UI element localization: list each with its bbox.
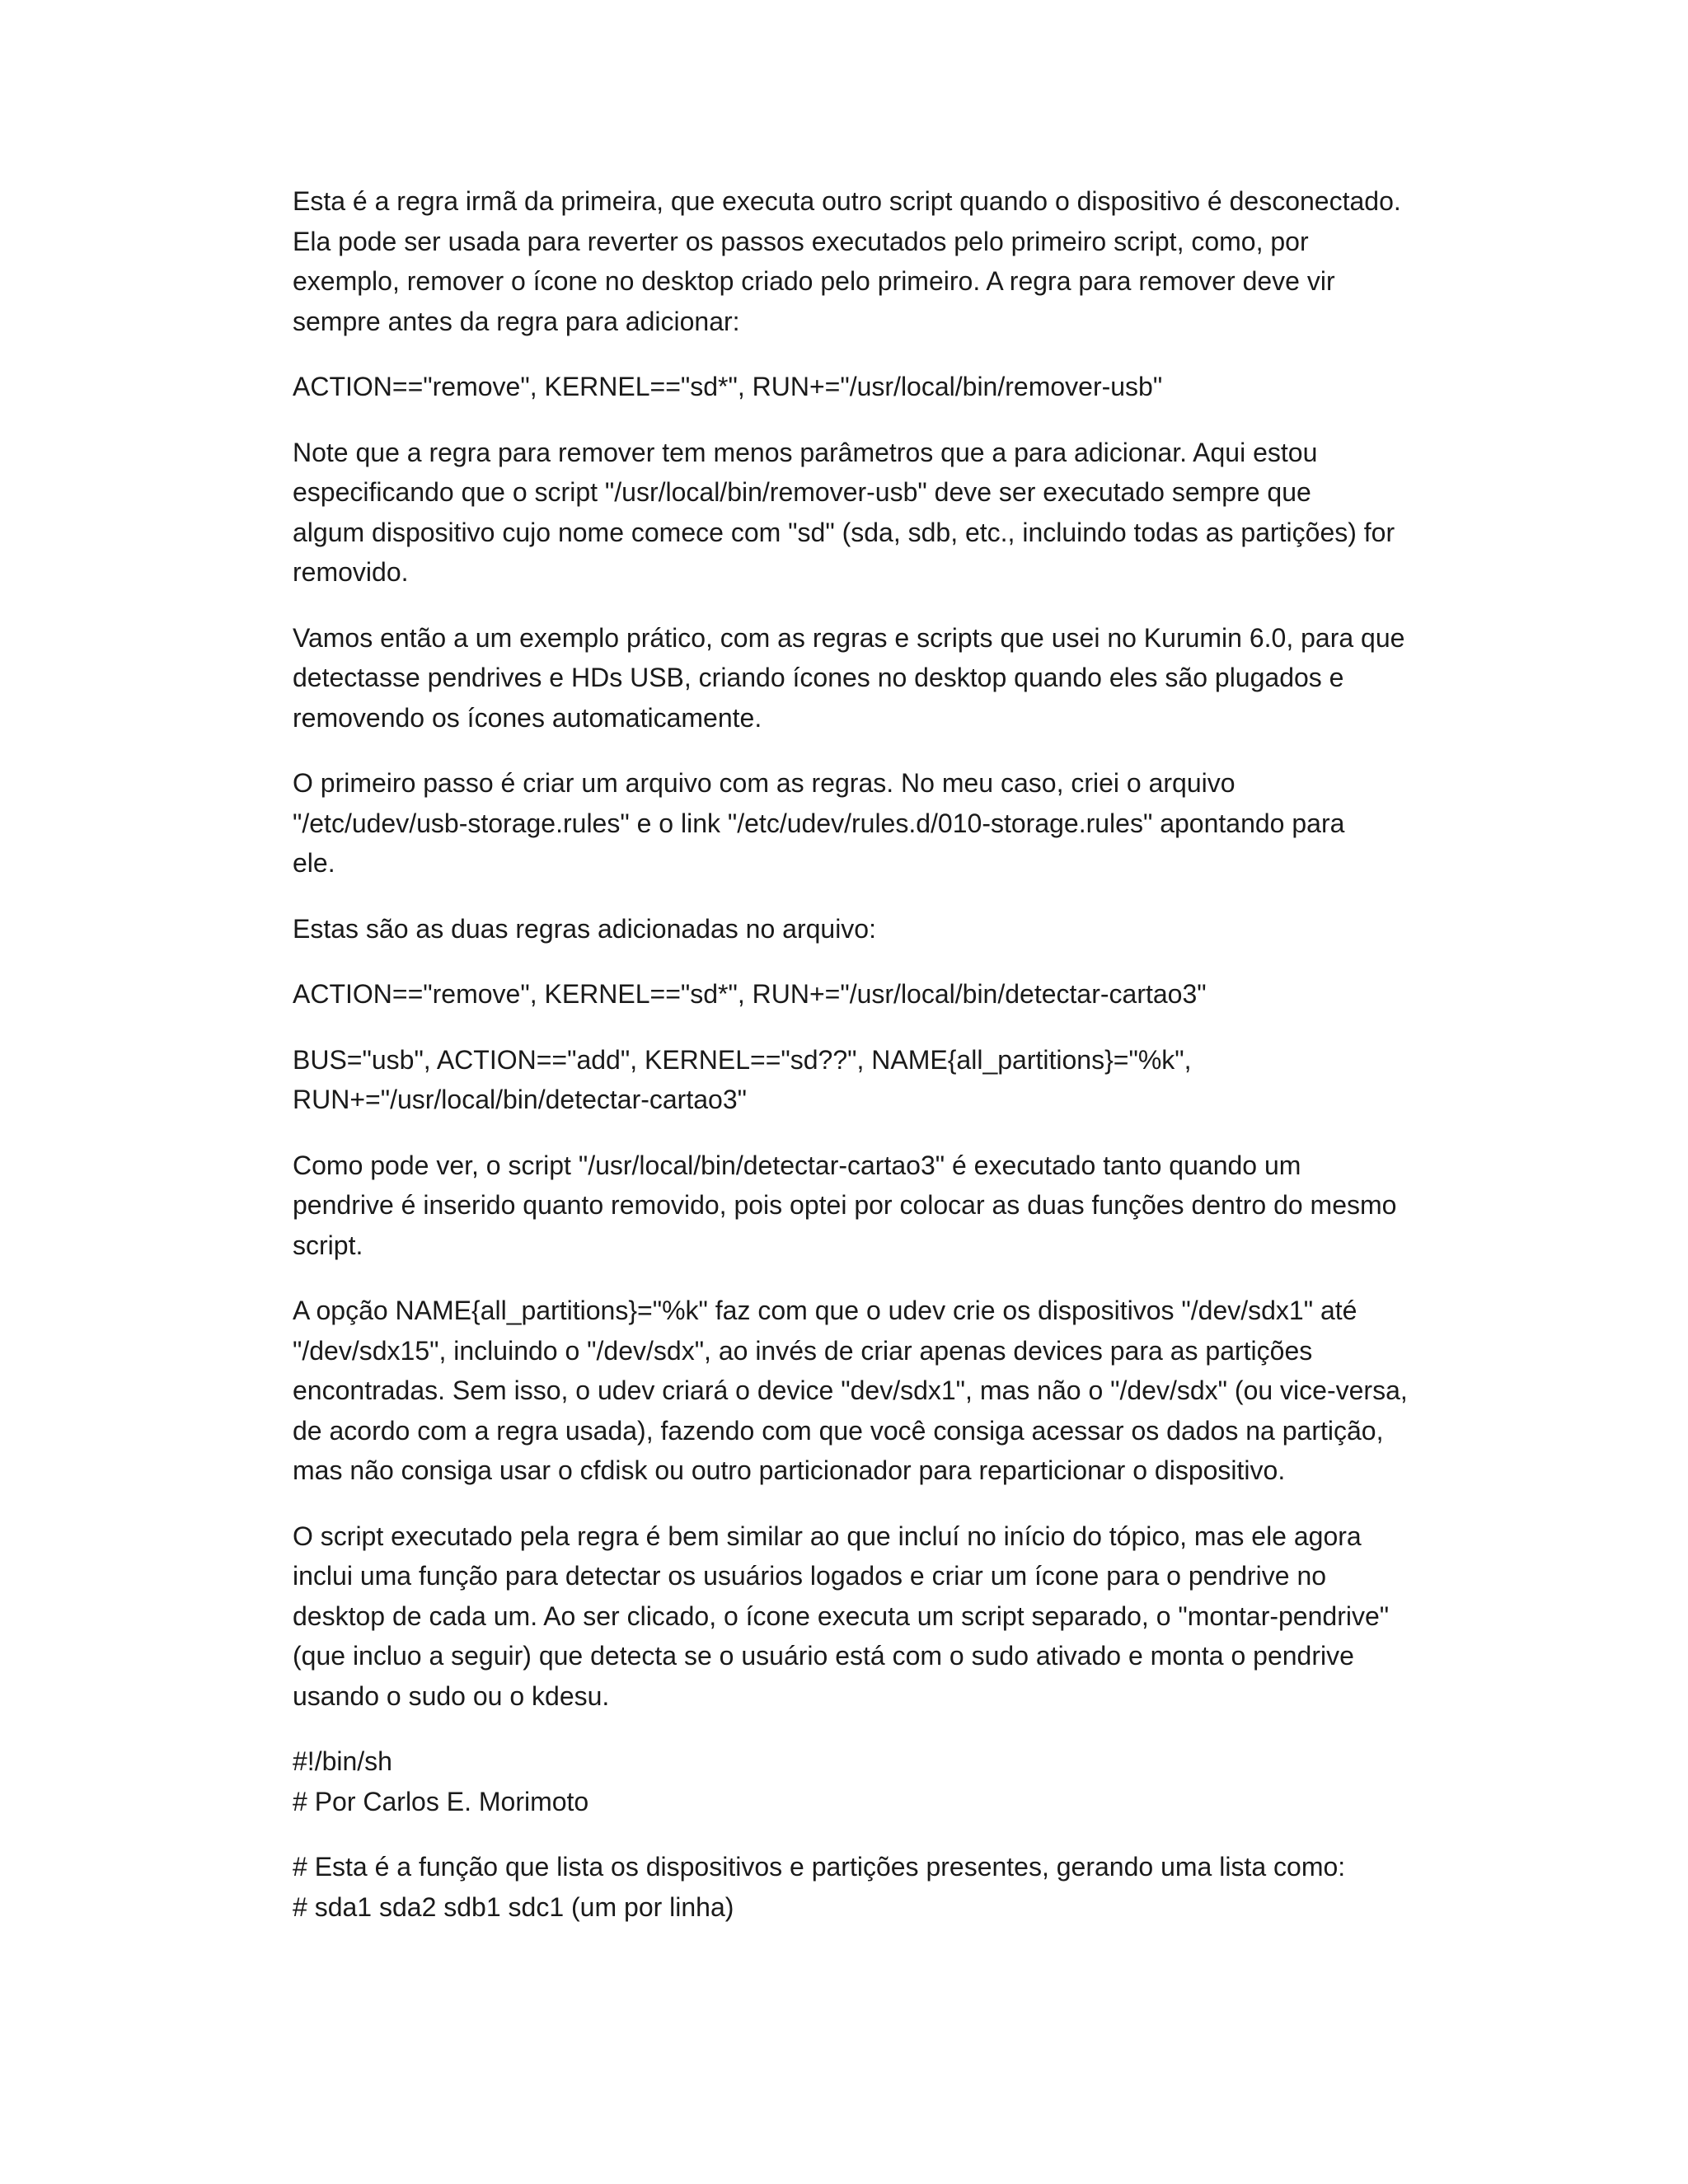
text-line: O script executado pela regra é bem similar ao que incluí no início do tópico, mas ele agora [293, 1521, 1362, 1551]
text-line: inclui uma função para detectar os usuários logados e criar um ícone para o pendrive no [293, 1561, 1327, 1591]
text-line: Note que a regra para remover tem menos parâmetros que a para adicionar. Aqui estou [293, 437, 1318, 467]
text-line: #!/bin/sh [293, 1746, 392, 1776]
paragraph [293, 763, 1414, 883]
text-line: especificando que o script "/usr/local/bin/remover-usb" deve ser executado sempre que [293, 477, 1311, 507]
text-line: algum dispositivo cujo nome comece com "sd" (sda, sdb, etc., incluindo todas as partições) for [293, 517, 1395, 547]
text-line: A opção NAME{all_partitions}="%k" faz com que o udev crie os dispositivos "/dev/sdx1" até [293, 1296, 1357, 1325]
text-line: # Por Carlos E. Morimoto [293, 1786, 589, 1816]
code-comment-paragraph [293, 1847, 1414, 1927]
text-line: desktop de cada um. Ao ser clicado, o ícone executa um script separado, o "montar-pendrive" [293, 1601, 1390, 1631]
text-line: ele. [293, 848, 335, 878]
text-line: BUS="usb", ACTION=="add", KERNEL=="sd??", NAME{all_partitions}="%k", [293, 1044, 1192, 1075]
document-body [293, 181, 1414, 1952]
code-line-paragraph [293, 974, 1414, 1015]
paragraph [293, 181, 1414, 341]
paragraph [293, 618, 1414, 738]
text-line: removendo os ícones automaticamente. [293, 702, 762, 733]
text-line: script. [293, 1230, 363, 1260]
text-line: "/etc/udev/usb-storage.rules" e o link "/etc/udev/rules.d/010-storage.rules" apontando para [293, 808, 1345, 838]
text-line: detectasse pendrives e HDs USB, criando ícones no desktop quando eles são plugados e [293, 663, 1344, 692]
text-line: (que incluo a seguir) que detecta se o usuário está com o sudo ativado e monta o pendrive [293, 1641, 1354, 1671]
code-line-paragraph [293, 1040, 1414, 1120]
text-line: pendrive é inserido quanto removido, pois optei por colocar as duas funções dentro do mesmo [293, 1190, 1397, 1220]
paragraph [293, 433, 1414, 593]
code-comment-paragraph [293, 1741, 1414, 1821]
text-line: Ela pode ser usada para reverter os passos executados pelo primeiro script, como, por [293, 226, 1309, 256]
paragraph [293, 1516, 1414, 1717]
paragraph [293, 1146, 1414, 1266]
text-line: O primeiro passo é criar um arquivo com as regras. No meu caso, criei o arquivo [293, 768, 1236, 798]
text-line: Estas são as duas regras adicionadas no arquivo: [293, 913, 876, 944]
text-line: "/dev/sdx15", incluindo o "/dev/sdx", ao invés de criar apenas devices para as partições [293, 1335, 1313, 1366]
text-line: # Esta é a função que lista os dispositivos e partições presentes, gerando uma lista como: [293, 1852, 1346, 1882]
text-line: encontradas. Sem isso, o udev criará o device "dev/sdx1", mas não o "/dev/sdx" (ou vice-versa, [293, 1376, 1408, 1405]
text-line: exemplo, remover o ícone no desktop criado pelo primeiro. A regra para remover deve vir [293, 266, 1335, 296]
text-line: RUN+="/usr/local/bin/detectar-cartao3" [293, 1085, 747, 1114]
text-line: ACTION=="remove", KERNEL=="sd*", RUN+="/usr/local/bin/detectar-cartao3" [293, 979, 1207, 1009]
text-line: ACTION=="remove", KERNEL=="sd*", RUN+="/usr/local/bin/remover-usb" [293, 372, 1163, 401]
text-line: usando o sudo ou o kdesu. [293, 1680, 610, 1711]
text-line: Vamos então a um exemplo prático, com as regras e scripts que usei no Kurumin 6.0, para que [293, 622, 1405, 653]
text-line: # sda1 sda2 sdb1 sdc1 (um por linha) [293, 1891, 734, 1922]
paragraph [293, 1291, 1414, 1491]
paragraph [293, 909, 1414, 949]
text-line: mas não consiga usar o cfdisk ou outro particionador para reparticionar o dispositivo. [293, 1455, 1286, 1485]
text-line: de acordo com a regra usada), fazendo com que você consiga acessar os dados na partição, [293, 1415, 1384, 1446]
code-line-paragraph [293, 367, 1414, 407]
text-line: Como pode ver, o script "/usr/local/bin/detectar-cartao3" é executado tanto quando um [293, 1150, 1301, 1180]
text-line: sempre antes da regra para adicionar: [293, 306, 740, 336]
text-line: removido. [293, 557, 409, 587]
text-line: Esta é a regra irmã da primeira, que executa outro script quando o dispositivo é desconectado. [293, 186, 1401, 216]
